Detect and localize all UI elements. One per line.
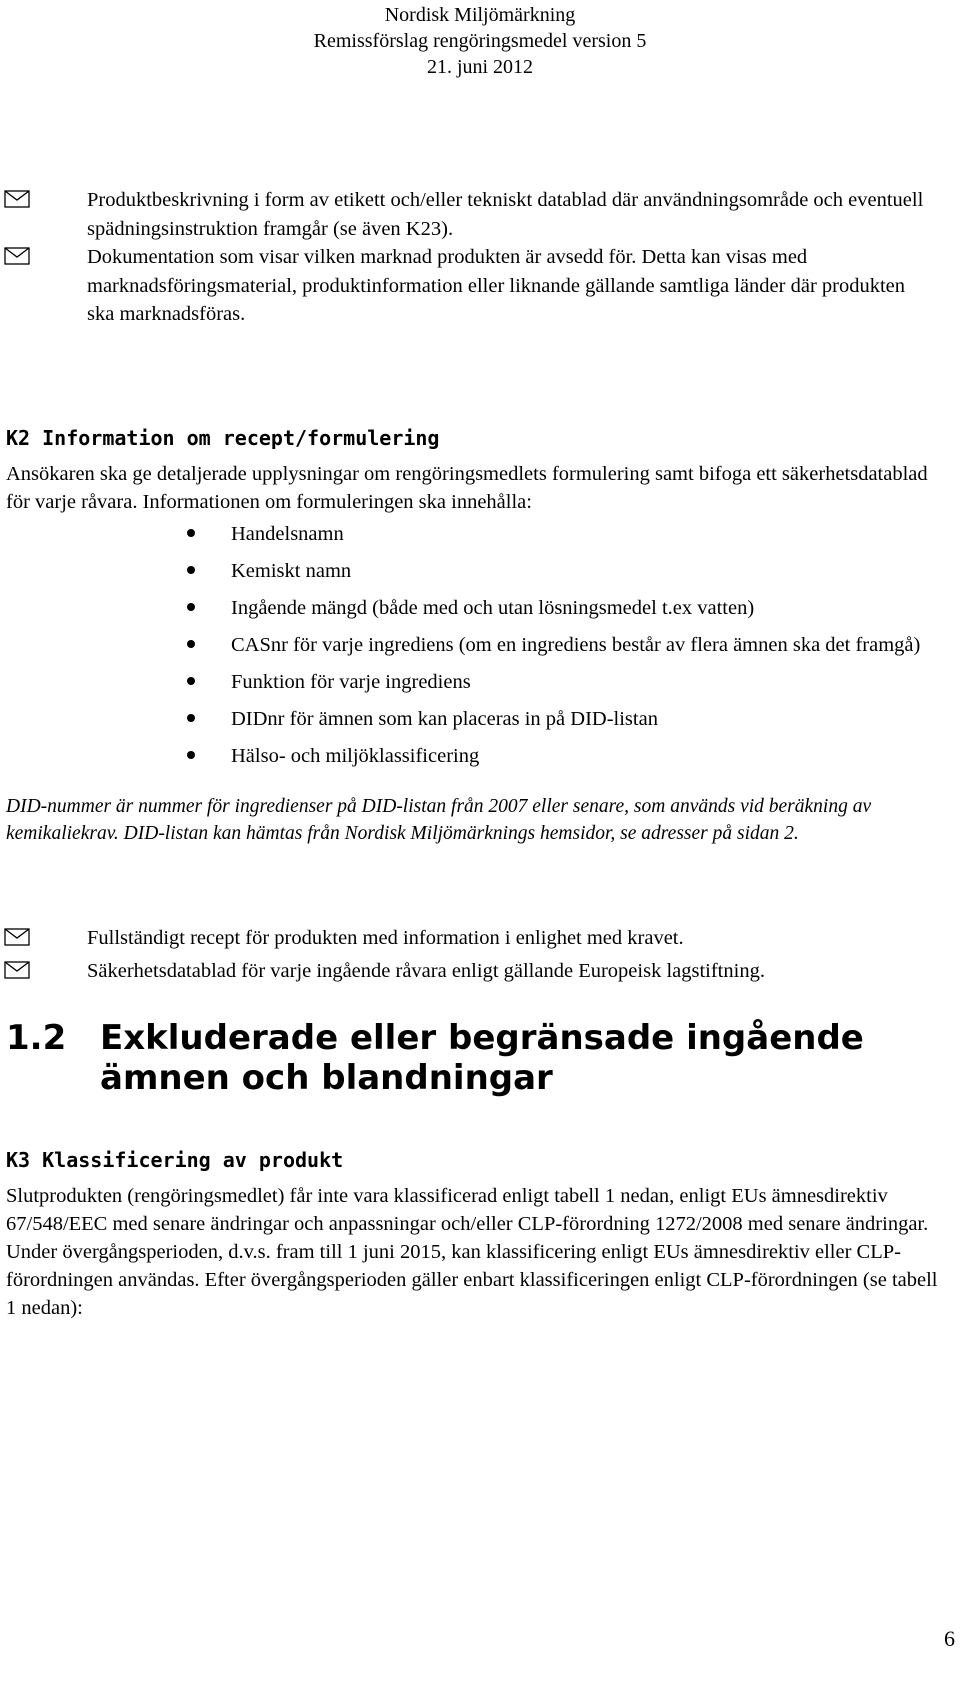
bullet-dot [187, 566, 195, 574]
envelope-check-icon [4, 928, 30, 946]
checklist-item-text: Dokumentation som visar vilken marknad produkten är avsedd för. Detta kan visas med marknadsföringsmaterial, produktinformation eller liknande gällande samtliga länder där produkten ska marknadsföras. [87, 246, 906, 325]
page-number: 6 [944, 1626, 955, 1651]
checklist-item [0, 924, 937, 953]
k2-intro: Ansökaren ska ge detaljerade upplysningar om rengöringsmedlets formulering samt bifoga ett säkerhetsdatablad för varje råvara. Informationen om formuleringen ska innehålla: [6, 463, 928, 513]
envelope-check-icon [4, 190, 30, 208]
list-item: Funktion för varje ingrediens [0, 668, 931, 696]
list-item: Hälso- och miljöklassificering [0, 742, 931, 770]
checklist-item [0, 243, 937, 329]
k2-heading: K2 Information om recept/formulering [6, 426, 440, 450]
list-item: Kemiskt namn [0, 557, 931, 585]
checklist-item-text: Fullständigt recept för produkten med information i enlighet med kravet. [87, 927, 684, 949]
checklist-item [0, 957, 937, 986]
checklist-item-text: Säkerhetsdatablad för varje ingående råvara enligt gällande Europeisk lagstiftning. [87, 959, 765, 982]
bullet-dot [187, 603, 195, 611]
bullet-dot [187, 751, 195, 759]
k3-heading: K3 Klassificering av produkt [6, 1148, 344, 1172]
bullet-dot [187, 640, 195, 648]
header-organization: Nordisk Miljömärkning [384, 4, 576, 26]
bullet-dot [187, 677, 195, 685]
checklist-documentation [0, 186, 960, 329]
list-item: Handelsnamn [0, 520, 931, 548]
section-number: 1.2 [6, 1018, 67, 1058]
envelope-check-icon [4, 247, 30, 265]
header-date: 21. juni 2012 [426, 56, 534, 78]
k2-did-note: DID-nummer är nummer för ingredienser på DID-listan från 2007 eller senare, som används vid beräkning av kemikaliekrav. DID-listan kan hämtas från Nordisk Miljömärknings hemsidor, se adresser på sidan 2. [6, 796, 872, 844]
document-header [0, 0, 960, 80]
checklist-item [0, 186, 937, 243]
section-heading [6, 1018, 960, 1098]
bullet-dot [187, 714, 195, 722]
checklist-item-text: Produktbeskrivning i form av etikett och/eller tekniskt datablad där användningsområde och eventuell spädningsinstruktion framgår (se även K23). [87, 189, 924, 240]
list-item: DIDnr för ämnen som kan placeras in på DID-listan [0, 705, 931, 733]
list-item: Ingående mängd (både med och utan lösningsmedel t.ex vatten) [0, 594, 931, 622]
k2-requirement-list [0, 520, 960, 779]
header-document-title: Remissförslag rengöringsmedel version 5 [313, 30, 647, 52]
bullet-dot [187, 529, 195, 537]
k3-body: Slutprodukten (rengöringsmedlet) får inte vara klassificerad enligt tabell 1 nedan, enligt EUs ämnesdirektiv 67/548/EEC med senare ändringar och anpassningar och/eller CLP-förordning 1272/2008 med senare ändringar. Under övergångsperioden, d.v.s. fram till 1 juni 2015, kan klassificering enligt EUs ämnesdirektiv eller CLP-förordningen användas. Efter övergångsperioden gäller enbart klassificeringen enligt CLP-förordningen (se tabell 1 nedan): [6, 1185, 938, 1319]
list-item: CASnr för varje ingrediens (om en ingrediens består av flera ämnen ska det framgå) [0, 631, 931, 659]
checklist-k2 [0, 924, 960, 985]
section-title: Exkluderade eller begränsade ingående ämnen och blandningar [100, 1018, 864, 1098]
envelope-check-icon [4, 961, 30, 979]
